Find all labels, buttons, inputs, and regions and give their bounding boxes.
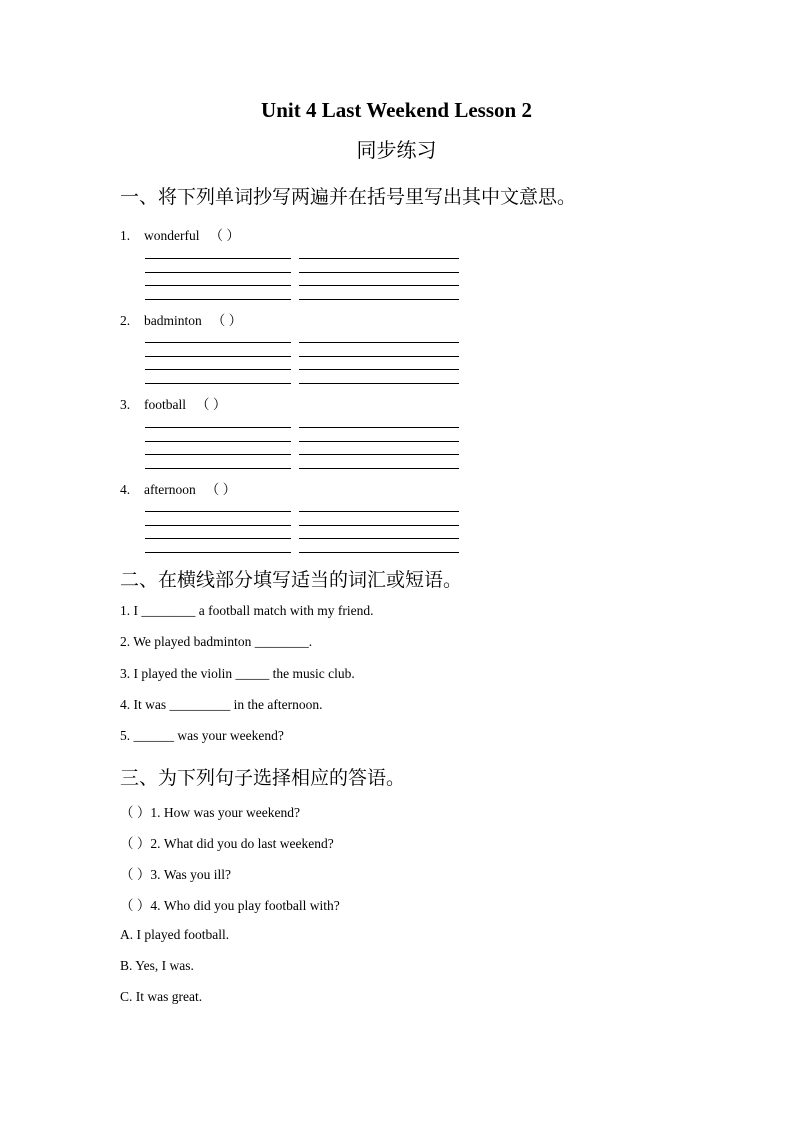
copy-line[interactable] (299, 427, 459, 428)
page-subtitle: 同步练习 (356, 138, 437, 162)
copy-line[interactable] (145, 342, 291, 343)
copy-line[interactable] (145, 468, 291, 469)
copy-line[interactable] (299, 538, 459, 539)
copy-line[interactable] (145, 441, 291, 442)
word-item-number: 3. (120, 397, 131, 412)
question-2: （ ）2. What did you do last weekend? (120, 836, 334, 851)
copy-line[interactable] (145, 258, 291, 259)
section-2-heading: 二、在横线部分填写适当的词汇或短语。 (120, 569, 463, 591)
copy-line[interactable] (299, 299, 459, 300)
copy-line[interactable] (299, 511, 459, 512)
copy-line[interactable] (145, 383, 291, 384)
copy-line[interactable] (299, 258, 459, 259)
meaning-blank[interactable]: （ ） (196, 397, 227, 412)
copy-lines-1[interactable] (145, 258, 460, 298)
copy-line[interactable] (145, 538, 291, 539)
answer-a: A. I played football. (120, 927, 230, 942)
copy-lines-3[interactable] (145, 427, 460, 467)
copy-line[interactable] (299, 369, 459, 370)
copy-line[interactable] (145, 272, 291, 273)
copy-line[interactable] (145, 525, 291, 526)
copy-line[interactable] (145, 552, 291, 553)
page-title: Unit 4 Last Weekend Lesson 2 (261, 98, 532, 122)
word-item-number: 1. (120, 228, 131, 243)
meaning-blank[interactable]: （ ） (211, 313, 243, 328)
copy-line[interactable] (299, 468, 459, 469)
meaning-blank[interactable]: （ ） (209, 228, 240, 243)
section-3-heading: 三、为下列句子选择相应的答语。 (120, 767, 406, 789)
copy-line[interactable] (145, 511, 291, 512)
copy-line[interactable] (299, 552, 459, 553)
question-1: （ ）1. How was your weekend? (120, 805, 300, 820)
meaning-blank[interactable]: （ ） (205, 482, 237, 497)
fill-in-sentence-4: 4. It was _________ in the afternoon. (120, 697, 323, 712)
word-item-2 (120, 309, 242, 329)
fill-in-sentence-5: 5. ______ was your weekend? (120, 728, 284, 743)
fill-in-sentence-2: 2. We played badminton ________. (120, 634, 313, 649)
fill-in-sentence-1: 1. I ________ a football match with my friend. (120, 603, 374, 618)
copy-line[interactable] (145, 285, 291, 286)
copy-line[interactable] (299, 525, 459, 526)
copy-line[interactable] (299, 272, 459, 273)
copy-line[interactable] (299, 285, 459, 286)
copy-line[interactable] (299, 342, 459, 343)
copy-line[interactable] (145, 427, 291, 428)
copy-line[interactable] (145, 356, 291, 357)
word-item-4 (120, 478, 236, 498)
copy-line[interactable] (145, 369, 291, 370)
word-item-word: football (144, 397, 186, 412)
word-item-3 (120, 393, 226, 413)
copy-line[interactable] (299, 454, 459, 455)
section-1-heading: 一、将下列单词抄写两遍并在括号里写出其中文意思。 (120, 186, 577, 208)
copy-line[interactable] (299, 383, 459, 384)
answer-b: B. Yes, I was. (120, 958, 194, 973)
word-item-number: 2. (120, 313, 131, 328)
copy-lines-4[interactable] (145, 511, 460, 551)
copy-line[interactable] (299, 441, 459, 442)
copy-lines-2[interactable] (145, 342, 460, 382)
question-4: （ ）4. Who did you play football with? (120, 898, 340, 913)
answer-c: C. It was great. (120, 989, 203, 1004)
question-3: （ ）3. Was you ill? (120, 867, 232, 882)
word-item-1 (120, 224, 240, 244)
copy-line[interactable] (145, 454, 291, 455)
word-item-word: badminton (144, 313, 202, 328)
word-item-word: wonderful (144, 228, 200, 243)
word-item-number: 4. (120, 482, 131, 497)
word-item-word: afternoon (144, 482, 196, 497)
fill-in-sentence-3: 3. I played the violin _____ the music club. (120, 666, 355, 681)
copy-line[interactable] (145, 299, 291, 300)
copy-line[interactable] (299, 356, 459, 357)
